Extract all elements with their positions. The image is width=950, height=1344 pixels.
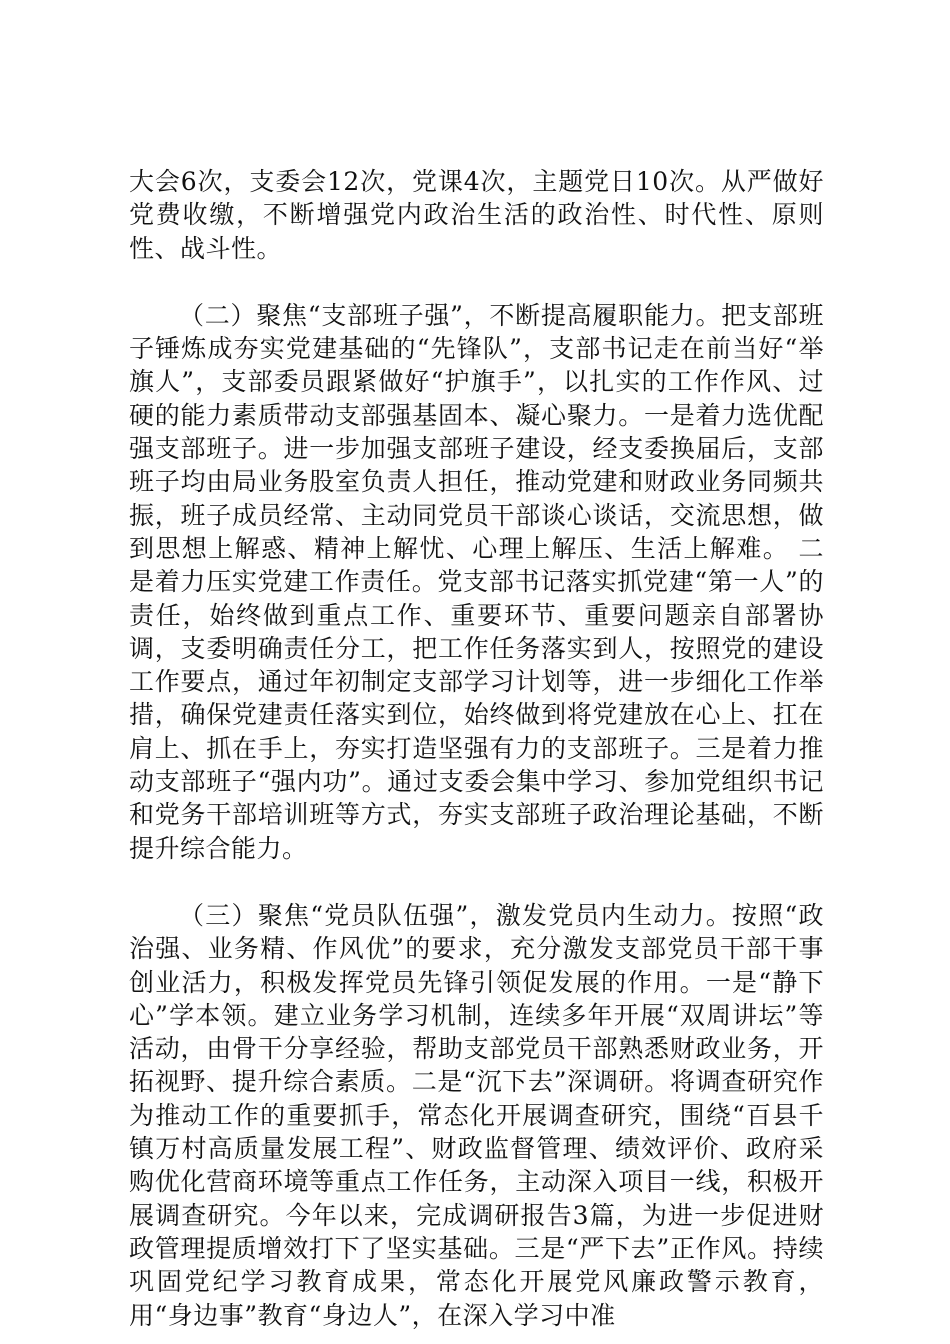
paragraph-continuation: 大会6次，支委会12次，党课4次，主题党日10次。从严做好党费收缴，不断增强党内政治生活的政治性、时代性、原则性、战斗性。 [129, 167, 824, 263]
paragraph-section-two: （二）聚焦“支部班子强”，不断提高履职能力。把支部班子锤炼成夯实党建基础的“先锋队”，支部书记走在前当好“举旗人”，支部委员跟紧做好“护旗手”，以扎实的工作作风、过硬的能力素质带动支部强基固本、凝心聚力。一是着力选优配强支部班子。进一步加强支部班子建设，经支委换届后，支部班子均由局业务股室负责人担任，推动党建和财政业务同频共振，班子成员经常、主动同党员干部谈心谈话，交流思想，做到思想上解惑、精神上解忧、心理上解压、生活上解难。 二是着力压实党建工作责任。党支部书记落实抓党建“第一人”的责任，始终做到重点工作、重要环节、重要问题亲自部署协调，支委明确责任分工，把工作任务落实到人，按照党的建设工作要点，通过年初制定支部学习计划等，进一步细化工作举措，确保党建责任落实到位，始终做到将党建放在心上、扛在肩上、抓在手上，夯实打造坚强有力的支部班子。三是着力推动支部班子“强内功”。通过支委会集中学习、参加党组织书记和党务干部培训班等方式，夯实支部班子政治理论基础，不断提升综合能力。 [129, 300, 824, 863]
paragraph-section-three: （三）聚焦“党员队伍强”，激发党员内生动力。按照“政治强、业务精、作风优”的要求，充分激发支部党员干部干事创业活力，积极发挥党员先锋引领促发展的作用。一是“静下心”学本领。建立业务学习机制，连续多年开展“双周讲坛”等活动，由骨干分享经验，帮助支部党员干部熟悉财政业务，开拓视野、提升综合素质。二是“沉下去”深调研。将调查研究作为推动工作的重要抓手，常态化开展调查研究，围绕“百县千镇万村高质量发展工程”、财政监督管理、绩效评价、政府采购优化营商环境等重点工作任务，主动深入项目一线，积极开展调查研究。今年以来，完成调研报告3篇，为进一步促进财政管理提质增效打下了坚实基础。三是“严下去”正作风。持续巩固党纪学习教育成果，常态化开展党风廉政警示教育，用“身边事”教育“身边人”，在深入学习中准 [129, 900, 824, 1330]
document-body [129, 165, 824, 1332]
